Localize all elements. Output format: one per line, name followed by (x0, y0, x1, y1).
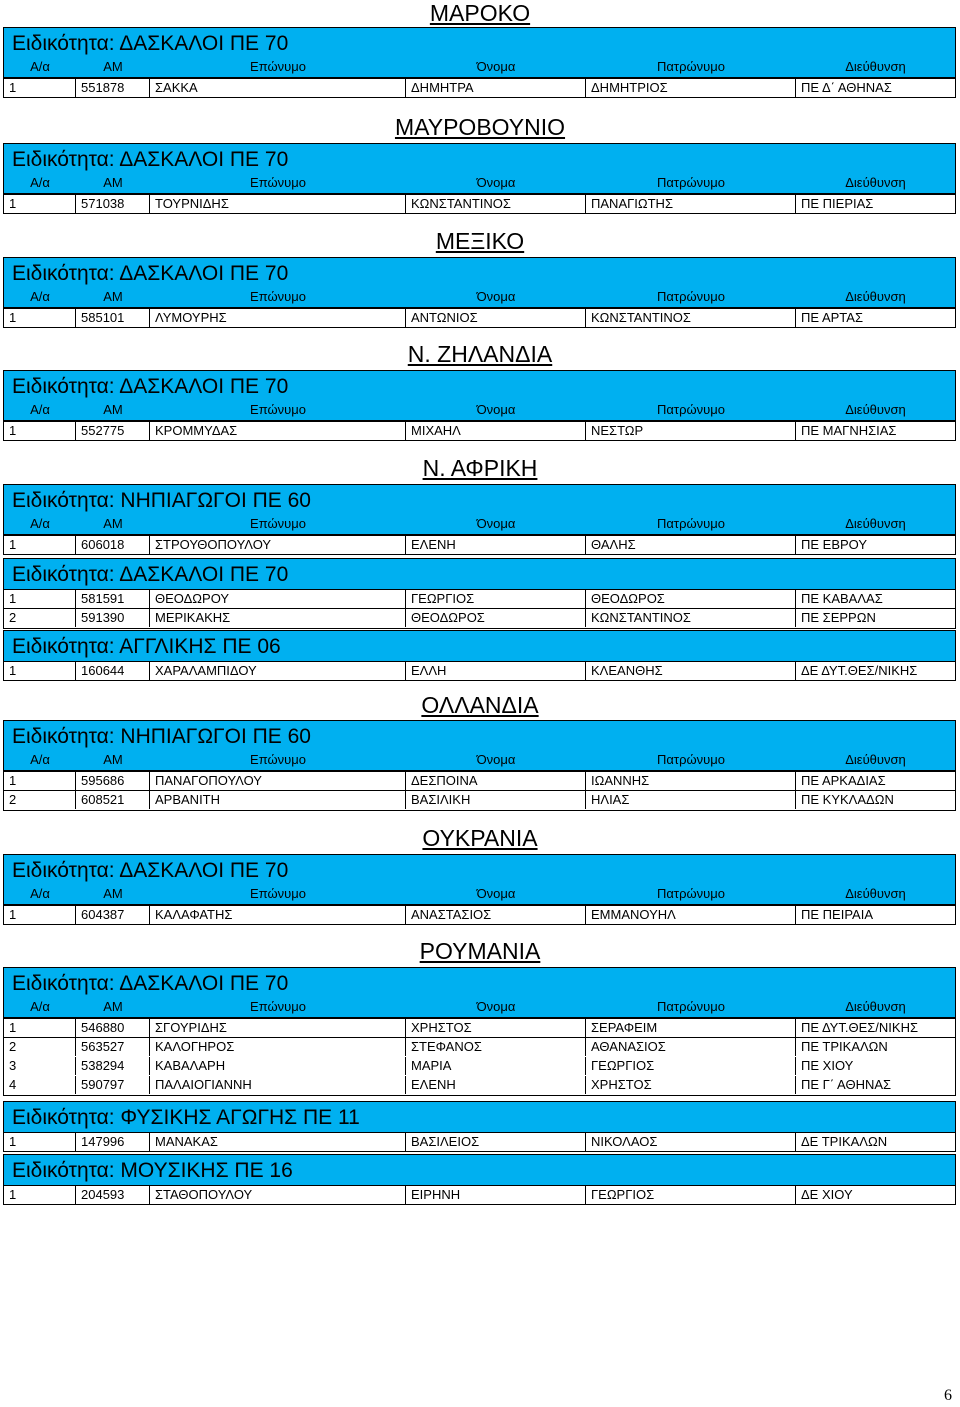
table-row (3, 78, 956, 98)
column-header: Α/α (30, 402, 50, 417)
table-cell: ΚΑΒΑΛΑΡΗ (150, 1057, 406, 1075)
table-row (3, 1132, 956, 1152)
table-cell: 3 (4, 1057, 76, 1075)
table-cell: ΘΕΟΔΩΡΟΣ (406, 609, 586, 627)
table-cell: ΛΥΜΟΥΡΗΣ (150, 309, 406, 327)
column-header: ΑΜ (103, 402, 123, 417)
column-header: Πατρώνυμο (657, 999, 725, 1014)
column-header: Α/α (30, 516, 50, 531)
table-cell: 1 (4, 536, 76, 554)
table-row (3, 535, 956, 555)
column-header: Όνομα (476, 175, 516, 190)
table-header-row (3, 751, 956, 771)
table-cell: 591390 (76, 609, 150, 627)
table-cell: 551878 (76, 79, 150, 97)
table-cell: ΕΜΜΑΝΟΥΗΛ (586, 906, 796, 924)
specialty-heading: Ειδικότητα: ΔΑΣΚΑΛΟΙ ΠΕ 70 (3, 370, 956, 401)
specialty-heading: Ειδικότητα: ΔΑΣΚΑΛΟΙ ΠΕ 70 (3, 854, 956, 885)
table-row (3, 308, 956, 328)
specialty-heading: Ειδικότητα: ΝΗΠΙΑΓΩΓΟΙ ΠΕ 60 (3, 720, 956, 751)
table-cell: ΔΕ ΔΥΤ.ΘΕΣ/ΝΙΚΗΣ (801, 663, 918, 678)
table-cell: ΑΡΒΑΝΙΤΗ (150, 791, 406, 809)
table-cell: ΚΑΛΑΦΑΤΗΣ (150, 906, 406, 924)
column-header: Α/α (30, 59, 50, 74)
table-cell: 147996 (76, 1133, 150, 1151)
table-cell: 581591 (76, 590, 150, 608)
column-header: Όνομα (476, 752, 516, 767)
table-cell: ΚΩΝΣΤΑΝΤΙΝΟΣ (586, 309, 796, 327)
country-heading: ΡΟΥΜΑΝΙΑ (419, 938, 541, 964)
country-heading: ΜΑΡΟΚΟ (429, 0, 531, 26)
table-row (3, 1057, 956, 1077)
table-cell: ΣΓΟΥΡΙΔΗΣ (150, 1019, 406, 1037)
specialty-heading: Ειδικότητα: ΔΑΣΚΑΛΟΙ ΠΕ 70 (3, 27, 956, 58)
table-cell: ΒΑΣΙΛΙΚΗ (406, 791, 586, 809)
table-cell: ΤΟΥΡΝΙΔΗΣ (150, 195, 406, 213)
table-cell: ΚΩΝΣΤΑΝΤΙΝΟΣ (406, 195, 586, 213)
column-header: ΑΜ (103, 886, 123, 901)
table-cell: 595686 (76, 772, 150, 790)
table-cell: ΠΕ Δ΄ ΑΘΗΝΑΣ (801, 80, 892, 95)
table-cell: ΕΛΕΝΗ (406, 1076, 586, 1094)
table-cell: ΠΕ ΚΥΚΛΑΔΩΝ (801, 792, 894, 807)
table-header-row (3, 515, 956, 535)
table-cell: ΙΩΑΝΝΗΣ (586, 772, 796, 790)
column-header: Επώνυμο (250, 59, 306, 74)
table-cell: 563527 (76, 1038, 150, 1056)
country-heading: Ν. ΑΦΡΙΚΗ (422, 455, 538, 481)
table-cell: ΚΡΟΜΜΥΔΑΣ (150, 422, 406, 440)
table-cell: ΜΑΡΙΑ (406, 1057, 586, 1075)
column-header: Πατρώνυμο (657, 886, 725, 901)
column-header: ΑΜ (103, 999, 123, 1014)
table-cell: ΝΕΣΤΩΡ (586, 422, 796, 440)
table-cell: 604387 (76, 906, 150, 924)
column-header: Όνομα (476, 516, 516, 531)
table-cell: 1 (4, 1186, 76, 1204)
table-cell: ΠΕ Γ΄ ΑΘΗΝΑΣ (801, 1077, 892, 1092)
table-cell: ΠΕ ΠΙΕΡΙΑΣ (801, 196, 874, 211)
country-heading: ΜΕΞΙΚΟ (435, 228, 525, 254)
table-cell: ΗΛΙΑΣ (586, 791, 796, 809)
table-cell: ΧΑΡΑΛΑΜΠΙΔΟΥ (150, 662, 406, 680)
column-header: Διεύθυνση (845, 999, 906, 1014)
column-header: Επώνυμο (250, 175, 306, 190)
table-cell: ΜΙΧΑΗΛ (406, 422, 586, 440)
table-row (3, 1185, 956, 1205)
table-cell: ΠΕ ΠΕΙΡΑΙΑ (801, 907, 874, 922)
table-cell: 2 (4, 609, 76, 627)
table-cell: ΠΕ ΑΡΤΑΣ (801, 310, 863, 325)
column-header: Πατρώνυμο (657, 402, 725, 417)
table-cell: ΠΕ ΤΡΙΚΑΛΩΝ (801, 1039, 888, 1054)
country-heading: ΜΑΥΡΟΒΟΥΝΙΟ (394, 114, 566, 140)
table-cell: ΣΤΑΘΟΠΟΥΛΟΥ (150, 1186, 406, 1204)
table-cell: 160644 (76, 662, 150, 680)
column-header: Πατρώνυμο (657, 289, 725, 304)
column-header: Πατρώνυμο (657, 516, 725, 531)
column-header: Όνομα (476, 289, 516, 304)
table-cell: ΠΑΝΑΓΙΩΤΗΣ (586, 195, 796, 213)
table-cell: ΚΩΝΣΤΑΝΤΙΝΟΣ (586, 609, 796, 627)
table-row (3, 609, 956, 629)
table-cell: 571038 (76, 195, 150, 213)
table-cell: ΕΙΡΗΝΗ (406, 1186, 586, 1204)
column-header: Επώνυμο (250, 516, 306, 531)
column-header: Διεύθυνση (845, 289, 906, 304)
column-header: Όνομα (476, 59, 516, 74)
table-cell: ΠΑΛΑΙΟΓΙΑΝΝΗ (150, 1076, 406, 1094)
table-cell: ΚΑΛΟΓΗΡΟΣ (150, 1038, 406, 1056)
column-header: Διεύθυνση (845, 516, 906, 531)
table-row (3, 771, 956, 791)
specialty-heading: Ειδικότητα: ΔΑΣΚΑΛΟΙ ΠΕ 70 (3, 558, 956, 589)
table-row (3, 194, 956, 214)
table-header-row (3, 885, 956, 905)
column-header: Επώνυμο (250, 752, 306, 767)
table-cell: 2 (4, 791, 76, 809)
table-cell: 1 (4, 590, 76, 608)
column-header: Όνομα (476, 886, 516, 901)
table-cell: ΒΑΣΙΛΕΙΟΣ (406, 1133, 586, 1151)
table-cell: 4 (4, 1076, 76, 1094)
table-cell: 552775 (76, 422, 150, 440)
table-cell: ΠΕ ΣΕΡΡΩΝ (801, 610, 876, 625)
specialty-heading: Ειδικότητα: ΦΥΣΙΚΗΣ ΑΓΩΓΗΣ ΠΕ 11 (3, 1101, 956, 1132)
table-header-row (3, 174, 956, 194)
table-cell: ΓΕΩΡΓΙΟΣ (406, 590, 586, 608)
table-cell: ΣΕΡΑΦΕΙΜ (586, 1019, 796, 1037)
table-cell: 1 (4, 1133, 76, 1151)
table-row (3, 421, 956, 441)
table-cell: 606018 (76, 536, 150, 554)
table-cell: ΠΕ ΧΙΟΥ (801, 1058, 854, 1073)
country-heading: ΟΛΛΑΝΔΙΑ (421, 692, 539, 718)
table-cell: 204593 (76, 1186, 150, 1204)
table-cell: ΧΡΗΣΤΟΣ (586, 1076, 796, 1094)
table-cell: 590797 (76, 1076, 150, 1094)
specialty-heading: Ειδικότητα: ΔΑΣΚΑΛΟΙ ΠΕ 70 (3, 143, 956, 174)
column-header: ΑΜ (103, 175, 123, 190)
table-header-row (3, 401, 956, 421)
specialty-heading: Ειδικότητα: ΔΑΣΚΑΛΟΙ ΠΕ 70 (3, 257, 956, 288)
column-header: Πατρώνυμο (657, 175, 725, 190)
table-cell: ΔΕΣΠΟΙΝΑ (406, 772, 586, 790)
column-header: Επώνυμο (250, 402, 306, 417)
table-cell: ΣΤΡΟΥΘΟΠΟΥΛΟΥ (150, 536, 406, 554)
column-header: Διεύθυνση (845, 402, 906, 417)
table-header-row (3, 998, 956, 1018)
table-row (3, 1038, 956, 1058)
table-row (3, 589, 956, 609)
column-header: Επώνυμο (250, 886, 306, 901)
column-header: Επώνυμο (250, 289, 306, 304)
column-header: Διεύθυνση (845, 752, 906, 767)
column-header: Όνομα (476, 999, 516, 1014)
table-cell: 1 (4, 1019, 76, 1037)
column-header: Πατρώνυμο (657, 752, 725, 767)
table-cell: ΣΑΚΚΑ (150, 79, 406, 97)
table-cell: 1 (4, 79, 76, 97)
table-cell: ΠΕ ΕΒΡΟΥ (801, 537, 868, 552)
specialty-heading: Ειδικότητα: ΝΗΠΙΑΓΩΓΟΙ ΠΕ 60 (3, 484, 956, 515)
table-cell: ΘΕΟΔΩΡΟΣ (586, 590, 796, 608)
table-cell: ΔΕ ΧΙΟΥ (801, 1187, 853, 1202)
table-cell: ΜΑΝΑΚΑΣ (150, 1133, 406, 1151)
table-cell: ΝΙΚΟΛΑΟΣ (586, 1133, 796, 1151)
table-cell: ΠΕ ΑΡΚΑΔΙΑΣ (801, 773, 886, 788)
column-header: Όνομα (476, 402, 516, 417)
column-header: Διεύθυνση (845, 886, 906, 901)
table-header-row (3, 58, 956, 78)
table-cell: 1 (4, 772, 76, 790)
column-header: Α/α (30, 175, 50, 190)
table-cell: 1 (4, 906, 76, 924)
column-header: Διεύθυνση (845, 175, 906, 190)
table-cell: 538294 (76, 1057, 150, 1075)
table-cell: ΧΡΗΣΤΟΣ (406, 1019, 586, 1037)
table-cell: ΣΤΕΦΑΝΟΣ (406, 1038, 586, 1056)
table-cell: ΑΝΤΩΝΙΟΣ (406, 309, 586, 327)
table-header-row (3, 288, 956, 308)
table-cell: ΔΗΜΗΤΡΙΟΣ (586, 79, 796, 97)
column-header: ΑΜ (103, 752, 123, 767)
specialty-heading: Ειδικότητα: ΑΓΓΛΙΚΗΣ ΠΕ 06 (3, 630, 956, 661)
table-cell: ΓΕΩΡΓΙΟΣ (586, 1186, 796, 1204)
column-header: Α/α (30, 886, 50, 901)
column-header: Διεύθυνση (845, 59, 906, 74)
table-cell: ΠΕ ΜΑΓΝΗΣΙΑΣ (801, 423, 897, 438)
table-cell: 1 (4, 195, 76, 213)
table-cell: ΕΛΕΝΗ (406, 536, 586, 554)
table-cell: ΠΑΝΑΓΟΠΟΥΛΟΥ (150, 772, 406, 790)
table-row (3, 661, 956, 681)
table-cell: ΔΕ ΤΡΙΚΑΛΩΝ (801, 1134, 888, 1149)
table-cell: ΔΗΜΗΤΡΑ (406, 79, 586, 97)
table-cell: ΚΛΕΑΝΘΗΣ (586, 662, 796, 680)
table-cell: ΘΕΟΔΩΡΟΥ (150, 590, 406, 608)
table-cell: ΕΛΛΗ (406, 662, 586, 680)
page-number: 6 (944, 1387, 952, 1404)
country-heading: ΟΥΚΡΑΝΙΑ (422, 825, 538, 851)
table-cell: 1 (4, 422, 76, 440)
table-cell: 546880 (76, 1019, 150, 1037)
table-row (3, 905, 956, 925)
table-cell: ΓΕΩΡΓΙΟΣ (586, 1057, 796, 1075)
table-row (3, 1076, 956, 1096)
table-cell: ΑΝΑΣΤΑΣΙΟΣ (406, 906, 586, 924)
table-cell: 1 (4, 309, 76, 327)
table-row (3, 791, 956, 811)
column-header: Α/α (30, 752, 50, 767)
table-cell: 2 (4, 1038, 76, 1056)
table-cell: 1 (4, 662, 76, 680)
column-header: ΑΜ (103, 59, 123, 74)
column-header: Επώνυμο (250, 999, 306, 1014)
table-cell: 608521 (76, 791, 150, 809)
table-cell: ΠΕ ΔΥΤ.ΘΕΣ/ΝΙΚΗΣ (801, 1020, 918, 1035)
column-header: ΑΜ (103, 289, 123, 304)
column-header: Πατρώνυμο (657, 59, 725, 74)
column-header: Α/α (30, 289, 50, 304)
column-header: Α/α (30, 999, 50, 1014)
specialty-heading: Ειδικότητα: ΔΑΣΚΑΛΟΙ ΠΕ 70 (3, 967, 956, 998)
country-heading: Ν. ΖΗΛΑΝΔΙΑ (407, 341, 553, 367)
table-cell: ΠΕ ΚΑΒΑΛΑΣ (801, 591, 883, 606)
table-cell: 585101 (76, 309, 150, 327)
column-header: ΑΜ (103, 516, 123, 531)
table-cell: ΑΘΑΝΑΣΙΟΣ (586, 1038, 796, 1056)
table-cell: ΘΑΛΗΣ (586, 536, 796, 554)
table-row (3, 1018, 956, 1038)
specialty-heading: Ειδικότητα: ΜΟΥΣΙΚΗΣ ΠΕ 16 (3, 1154, 956, 1185)
table-cell: ΜΕΡΙΚΑΚΗΣ (150, 609, 406, 627)
